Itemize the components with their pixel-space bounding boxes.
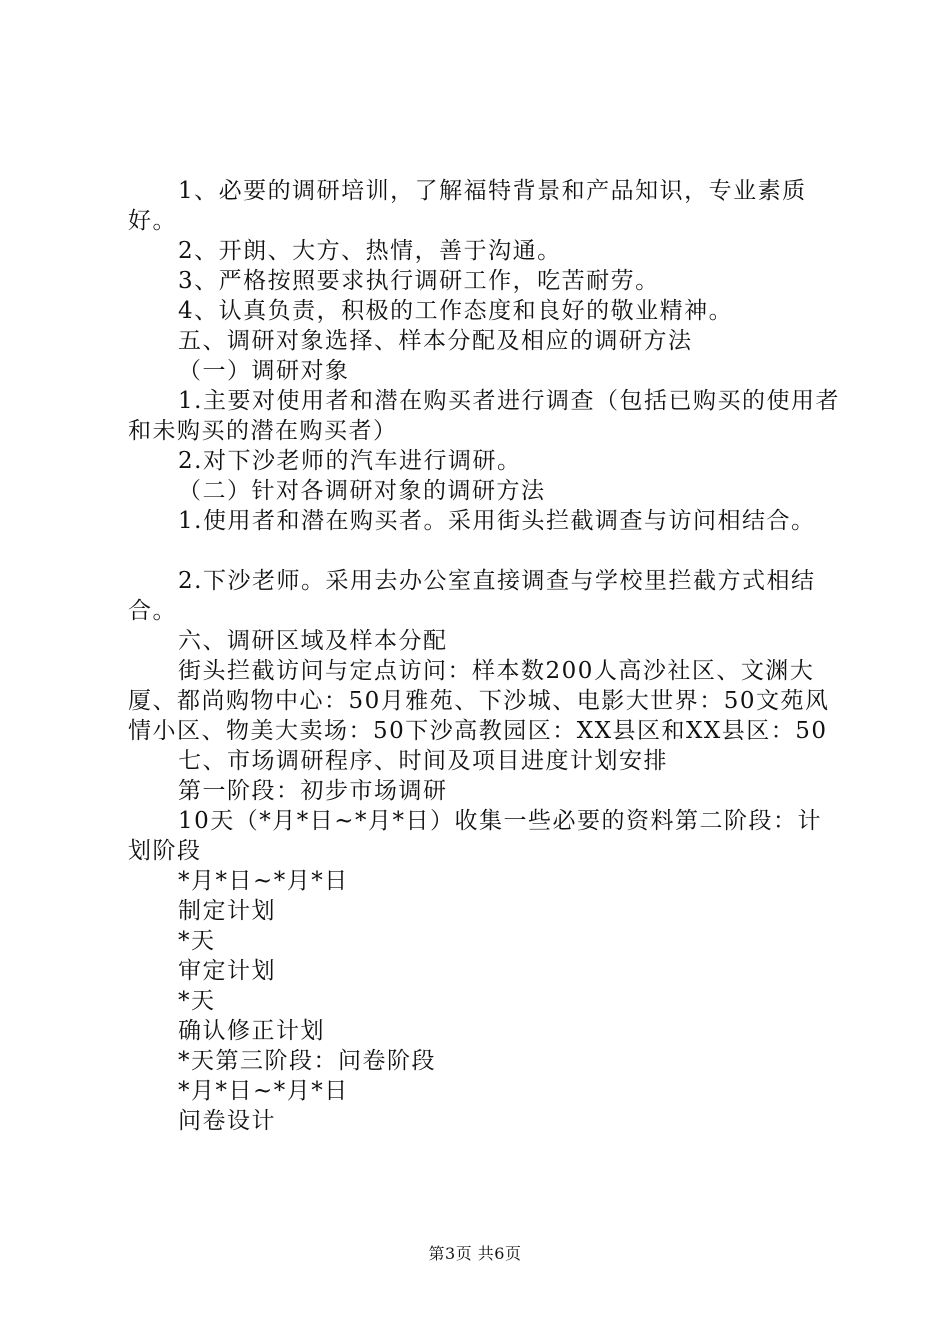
subsection-heading-1: （一）调研对象	[178, 358, 350, 384]
blank-line	[128, 536, 840, 566]
paragraph-questionnaire-design: 问卷设计	[178, 1108, 276, 1134]
paragraph-phase-2-dates: *月*日~*月*日	[178, 868, 349, 894]
page-footer	[0, 1244, 950, 1264]
paragraph-phase-3: *天第三阶段：问卷阶段	[178, 1048, 436, 1074]
page-number-label: 第3页 共6页	[428, 1244, 522, 1263]
paragraph-target-teachers: 2.对下沙老师的汽车进行调研。	[178, 448, 522, 474]
paragraph-target-users: 1.主要对使用者和潜在购买者进行调查（包括已购买的使用者和未购买的潜在购买者）	[128, 388, 840, 444]
paragraph-sample-distribution: 街头拦截访问与定点访问：样本数200人高沙社区、文渊大厦、都尚购物中心：50月雅苑、下沙城、电影大世界：50文苑风情小区、物美大卖场：50下沙高教园区：XX县区和XX县区：50	[128, 658, 830, 744]
paragraph-attitude-requirement: 4、认真负责，积极的工作态度和良好的敬业精神。	[178, 298, 734, 324]
document-body	[128, 176, 840, 1136]
paragraph-phase-1: 第一阶段：初步市场调研	[178, 778, 448, 804]
paragraph-days-2: *天	[178, 988, 216, 1014]
paragraph-phase-1-detail: 10天（*月*日~*月*日）收集一些必要的资料第二阶段：计划阶段	[128, 808, 823, 864]
paragraph-days-1: *天	[178, 928, 216, 954]
paragraph-work-requirement: 3、严格按照要求执行调研工作，吃苦耐劳。	[178, 268, 660, 294]
paragraph-confirm-plan: 确认修正计划	[178, 1018, 325, 1044]
paragraph-personality-requirement: 2、开朗、大方、热情，善于沟通。	[178, 238, 562, 264]
section-heading-5: 五、调研对象选择、样本分配及相应的调研方法	[178, 328, 693, 354]
subsection-heading-2: （二）针对各调研对象的调研方法	[178, 478, 546, 504]
section-heading-7: 七、市场调研程序、时间及项目进度计划安排	[178, 748, 668, 774]
paragraph-review-plan: 审定计划	[178, 958, 276, 984]
paragraph-training-requirement: 1、必要的调研培训，了解福特背景和产品知识，专业素质好。	[128, 178, 807, 234]
paragraph-phase-3-dates: *月*日~*月*日	[178, 1078, 349, 1104]
paragraph-make-plan: 制定计划	[178, 898, 276, 924]
paragraph-method-users: 1.使用者和潜在购买者。采用街头拦截调查与访问相结合。	[178, 508, 816, 534]
section-heading-6: 六、调研区域及样本分配	[178, 628, 448, 654]
paragraph-method-teachers: 2.下沙老师。采用去办公室直接调查与学校里拦截方式相结合。	[128, 568, 816, 624]
